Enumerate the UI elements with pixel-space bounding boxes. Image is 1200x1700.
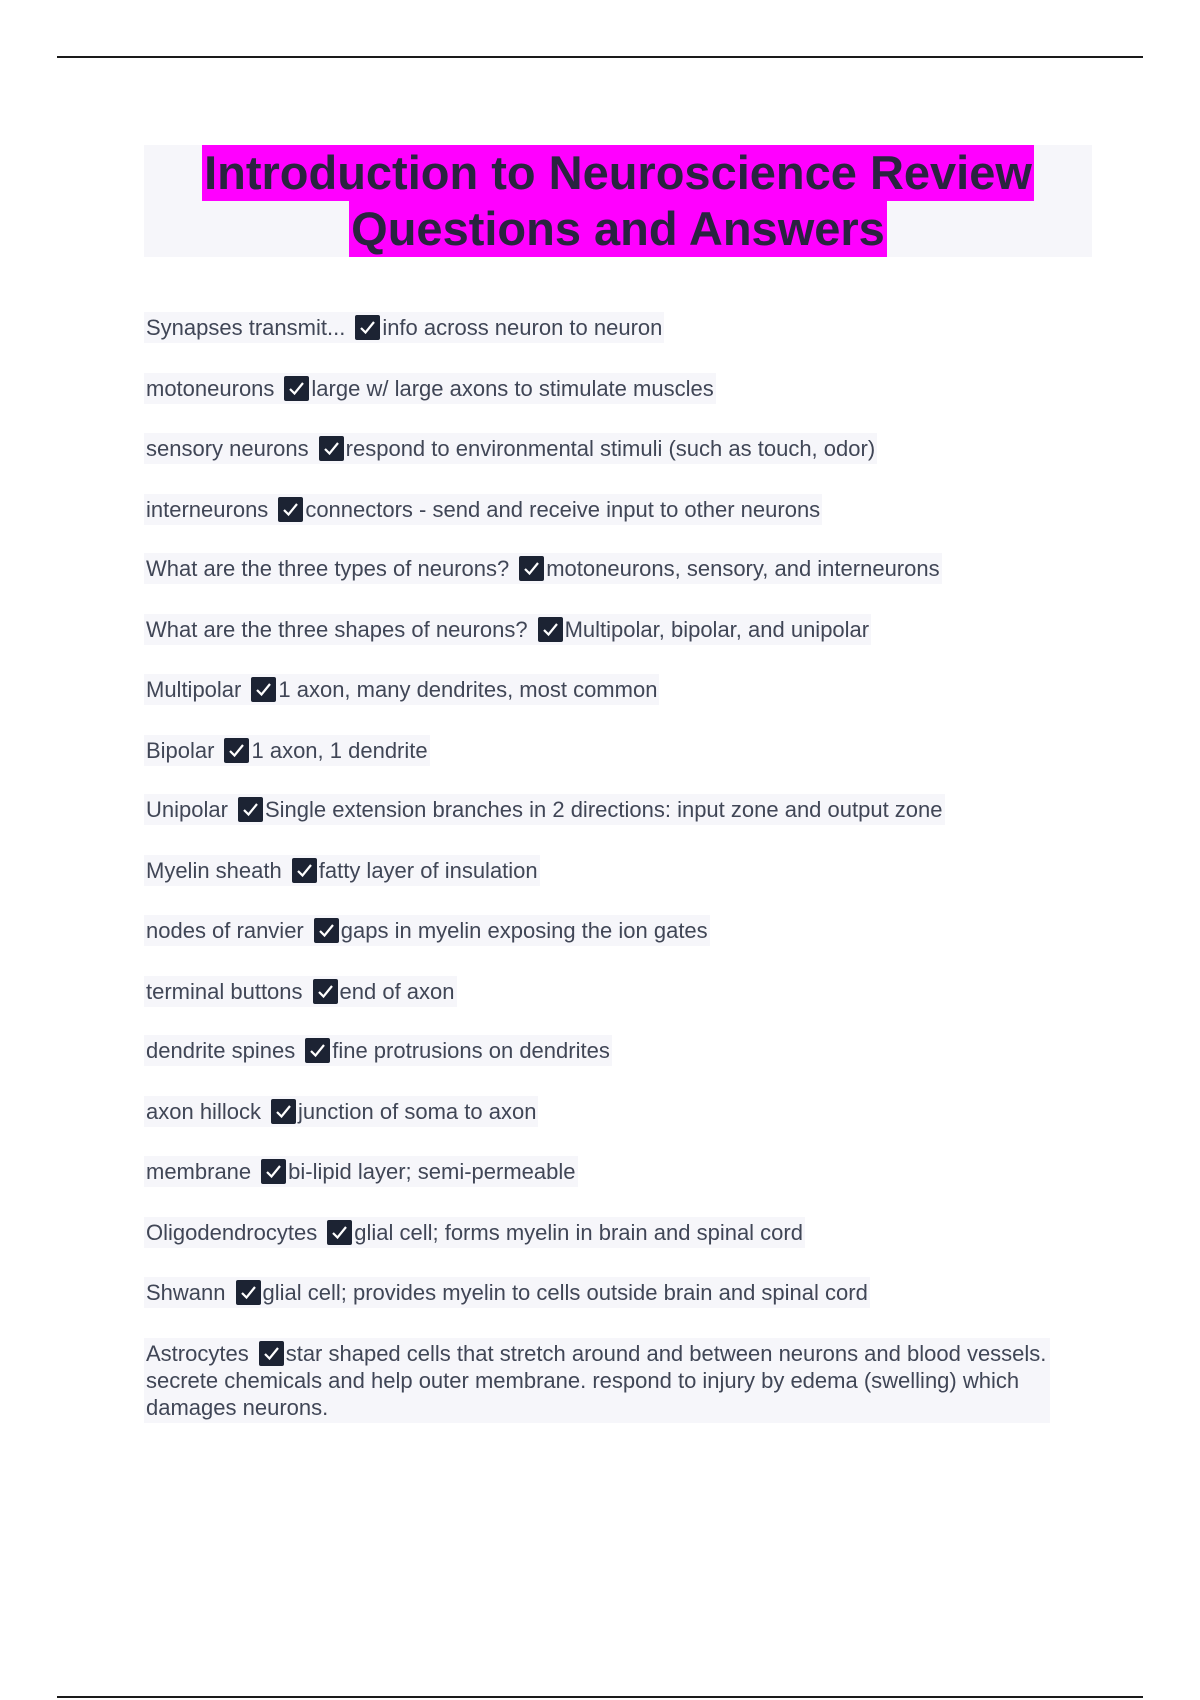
checkmark-icon — [251, 677, 276, 702]
qa-term: Shwann — [146, 1280, 226, 1305]
qa-item — [144, 435, 1044, 462]
bottom-rule — [57, 1696, 1143, 1698]
qa-term: motoneurons — [146, 376, 275, 401]
qa-item — [144, 917, 1044, 944]
checkmark-icon — [538, 617, 563, 642]
checkmark-icon — [319, 436, 344, 461]
checkmark-icon — [305, 1038, 330, 1063]
qa-answer: junction of soma to axon — [297, 1099, 537, 1124]
qa-term: membrane — [146, 1159, 252, 1184]
checkmark-icon — [278, 497, 303, 522]
qa-term: Bipolar — [146, 738, 215, 763]
qa-item — [144, 375, 1044, 402]
qa-term: sensory neurons — [146, 436, 309, 461]
qa-term: axon hillock — [146, 1099, 261, 1124]
qa-item — [144, 1279, 1044, 1306]
qa-item — [144, 796, 1044, 823]
qa-answer: glial cell; provides myelin to cells outside brain and spinal cord — [262, 1280, 868, 1305]
qa-answer: glial cell; forms myelin in brain and spinal cord — [354, 1220, 803, 1245]
qa-item — [144, 555, 1044, 582]
qa-item — [144, 1219, 1044, 1246]
checkmark-icon — [313, 979, 338, 1004]
qa-term: Unipolar — [146, 797, 228, 822]
qa-term: Synapses transmit... — [146, 315, 346, 340]
qa-term: What are the three shapes of neurons? — [146, 617, 528, 642]
checkmark-icon — [236, 1280, 261, 1305]
qa-item — [144, 737, 1044, 764]
checkmark-icon — [292, 858, 317, 883]
qa-term: dendrite spines — [146, 1038, 296, 1063]
checkmark-icon — [327, 1220, 352, 1245]
checkmark-icon — [519, 556, 544, 581]
qa-item — [144, 1158, 1044, 1185]
checkmark-icon — [271, 1099, 296, 1124]
qa-term: nodes of ranvier — [146, 918, 304, 943]
qa-term: Oligodendrocytes — [146, 1220, 318, 1245]
qa-term: Astrocytes — [146, 1341, 249, 1366]
qa-item — [144, 1098, 1044, 1125]
qa-answer: gaps in myelin exposing the ion gates — [340, 918, 708, 943]
qa-answer: star shaped cells that stretch around and between neurons and blood vessels. secrete chemicals and help outer membrane. respond to injury by edema (swelling) which damages neurons. — [146, 1341, 1047, 1420]
document-title-line-2: Questions and Answers — [351, 202, 885, 255]
checkmark-icon — [355, 315, 380, 340]
qa-term: What are the three types of neurons? — [146, 556, 510, 581]
qa-answer: Multipolar, bipolar, and unipolar — [564, 617, 870, 642]
qa-answer: end of axon — [339, 979, 455, 1004]
qa-term: terminal buttons — [146, 979, 303, 1004]
qa-answer: motoneurons, sensory, and interneurons — [546, 556, 940, 581]
qa-answer: connectors - send and receive input to other neurons — [305, 497, 821, 522]
qa-answer: large w/ large axons to stimulate muscles — [311, 376, 714, 401]
qa-answer: respond to environmental stimuli (such as touch, odor) — [345, 436, 876, 461]
qa-item — [144, 857, 1044, 884]
checkmark-icon — [314, 918, 339, 943]
document-title-line-1: Introduction to Neuroscience Review — [204, 146, 1032, 199]
qa-answer: bi-lipid layer; semi-permeable — [288, 1159, 576, 1184]
qa-item — [144, 616, 1044, 643]
checkmark-icon — [238, 797, 263, 822]
qa-item — [144, 676, 1044, 703]
checkmark-icon — [261, 1159, 286, 1184]
checkmark-icon — [259, 1341, 284, 1366]
qa-term: interneurons — [146, 497, 269, 522]
checkmark-icon — [224, 738, 249, 763]
qa-term: Myelin sheath — [146, 858, 282, 883]
qa-answer: Single extension branches in 2 directions: input zone and output zone — [264, 797, 943, 822]
qa-answer: info across neuron to neuron — [382, 315, 663, 340]
top-rule — [57, 56, 1143, 58]
qa-answer: fatty layer of insulation — [318, 858, 538, 883]
qa-item — [144, 1037, 1044, 1064]
qa-answer: 1 axon, 1 dendrite — [251, 738, 428, 763]
title-box — [144, 145, 1092, 257]
qa-item — [144, 496, 1044, 523]
qa-answer: 1 axon, many dendrites, most common — [278, 677, 658, 702]
qa-item — [144, 978, 1044, 1005]
qa-term: Multipolar — [146, 677, 242, 702]
qa-item — [144, 314, 1044, 341]
qa-answer: fine protrusions on dendrites — [332, 1038, 610, 1063]
checkmark-icon — [284, 376, 309, 401]
qa-item — [144, 1338, 1050, 1423]
